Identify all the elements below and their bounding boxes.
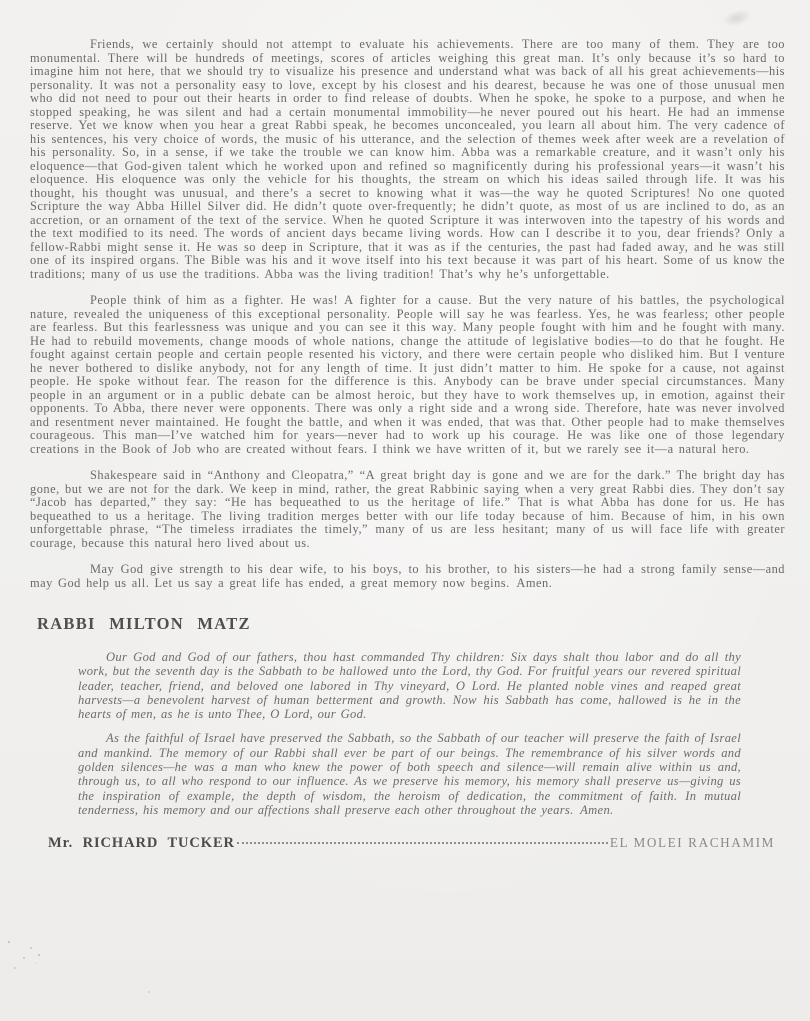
- eulogy-paragraph-2: People think of him as a fighter. He was! A fighter for a cause. But the very nature of his battles, the psychological nature, revealed the uniqueness of this exceptional personality. People will say he was fearless. Yes, he was fearless; other people are fearless. But this fearlessness was unique and you can see it this way. Many people fought with him and he fought with many. He had to rebuild movements, change moods of whole nations, change the attitude of legislative bodies—to do that he fought. He fought against certain people and certain people resented his victory, and there were certain people who disliked him. But I venture he never bothered to dislike anybody, not for any length of time. It just didn’t matter to him. He spoke for a cause, not against people. He spoke without fear. The reason for the difference is this. Anybody can be brave under special circumstances. Many people in an argument or in a public debate can be almost heroic, but they have to work themselves up, in emotion, against their opponents. To Abba, there never were opponents. There was only a right side and a wrong side. Therefore, hate was never involved and resentment never maintained. He fought the battle, and when it was ended, that was that. Other people had to make themselves courageous. This man—I’ve watched him for years—never had to work up his courage. He was like one of those legendary creations in the Book of Job who are created without fears. I think we have written of it, but we rarely see it—a natural hero.: [30, 293, 785, 456]
- performer-name: Mr. RICHARD TUCKER: [48, 835, 235, 852]
- scan-specks: [8, 941, 10, 943]
- speaker-heading: RABBI MILTON MATZ: [37, 614, 251, 633]
- eulogy-paragraph-1: Friends, we certainly should not attempt to evaluate his achievements. There are too many of them. They are too monumental. There will be hundreds of meetings, scores of articles weighing this great man. It’s only because it’s so hard to imagine him not here, that we should try to visualize his presence and understand what was back of all his great achievements—his personality. It was not a personality easy to love, except by his closest and his dearest, because he was one of those unusual men who did not need to pour out their hearts in order to find release of doubts. When he spoke, he spoke to a purpose, and when he stopped speaking, he was silent and had a certain monumental immobility—he never poured out his heart. He had an immense reserve. Yet we know when you hear a great Rabbi speak, he becomes unconcealed, you learn all about him. The very cadence of his sentences, his very choice of words, the music of his utterance, and the selection of themes week after week are a revelation of his personality. So, in a sense, if we take the trouble we can know him. Abba was a remarkable creature, and it wasn’t only his eloquence—that God-given talent which he worked upon and refined so magnificently during his professional years—it wasn’t his eloquence. His eloquence was only the vehicle for his thoughts, the stream on which his ideas sailed through life. It was his thought, his thought was unusual, and there’s a secret to knowing what it was—the way he quoted Scriptures! No one quoted Scripture the way Abba Hillel Silver did. He didn’t quote over-frequently; he didn’t quote, as most of us are inclined to do, as an accretion, or an ornament of the text of the service. When he quoted Scripture it was interwoven into the tapestry of his words and the text modified to its need. The words of ancient days became living words. How can I describe it to you, dear friends? Only a fellow-Rabbi might sense it. He was so deep in Scripture, that it was as if the centuries, the past had faded away, and he was still one of its inspired organs. The Bible was his and it wove itself into his text because it was part of his heart. Some of us know the traditions; many of us use the traditions. Abba was the living tradition! That’s why he’s unforgettable.: [30, 37, 785, 281]
- eulogy-paragraph-4: May God give strength to his dear wife, to his boys, to his brother, to his sisters—he had a strong family sense—and may God help us all. Let us say a great life has ended, a great memory now begins. Amen.: [30, 562, 785, 590]
- prayer-paragraph-2: As the faithful of Israel have preserved the Sabbath, so the Sabbath of our teacher will preserve the faith of Israel and mankind. The memory of our Rabbi shall ever be part of our beings. The remembrance of his silver words and golden silences—he was a man who knew the power of both speech and silence—will remain alive within us and, through us, to all who respond to our influence. As we preserve his memory, his memory shall preserve us—giving us the inspiration of example, the depth of wisdom, the heroism of dedication, the commitment of faith. In mutual tenderness, his memory and our affections shall preserve each other throughout the years. Amen.: [78, 731, 741, 817]
- prayer-text: [30, 650, 785, 817]
- piece-title: EL MOLEI RACHAMIM: [609, 835, 775, 851]
- eulogy-paragraph-3: Shakespeare said in “Anthony and Cleopatra,” “A great bright day is gone and we are for the dark.” The bright day has gone, but we are not for the dark. We keep in mind, rather, the great Rabbinic saying when a very great Rabbi dies. They don’t say “Jacob has departed,” they say: “He has bequeathed to us the heritage of life.” That is what Abba has done for us. He has bequeathed to us a heritage. The living tradition merges better with our life today because of him. Because of him, in his own unforgettable phrase, “The timeless irradiates the timely,” many of us are less hesitant; many of us will face life with greater courage, because this natural hero lived about us.: [30, 468, 785, 550]
- prayer-paragraph-1: Our God and God of our fathers, thou hast commanded Thy children: Six days shalt thou labor and do all thy work, but the seventh day is the Sabbath to be hallowed unto the Lord, thy God. For fruitful years our revered spiritual leader, teacher, friend, and beloved one labored in Thy vineyard, O Lord. He planted noble vines and reaped great harvests—a benevolent harvest of human betterment and growth. Now his Sabbath has come, hallowed is he in the hearts of men, as he is unto Thee, O Lord, our God.: [78, 650, 741, 722]
- dot-leader: [237, 842, 608, 844]
- scan-smudge: [720, 6, 753, 29]
- eulogy-text: [30, 38, 785, 590]
- program-line: [48, 835, 775, 852]
